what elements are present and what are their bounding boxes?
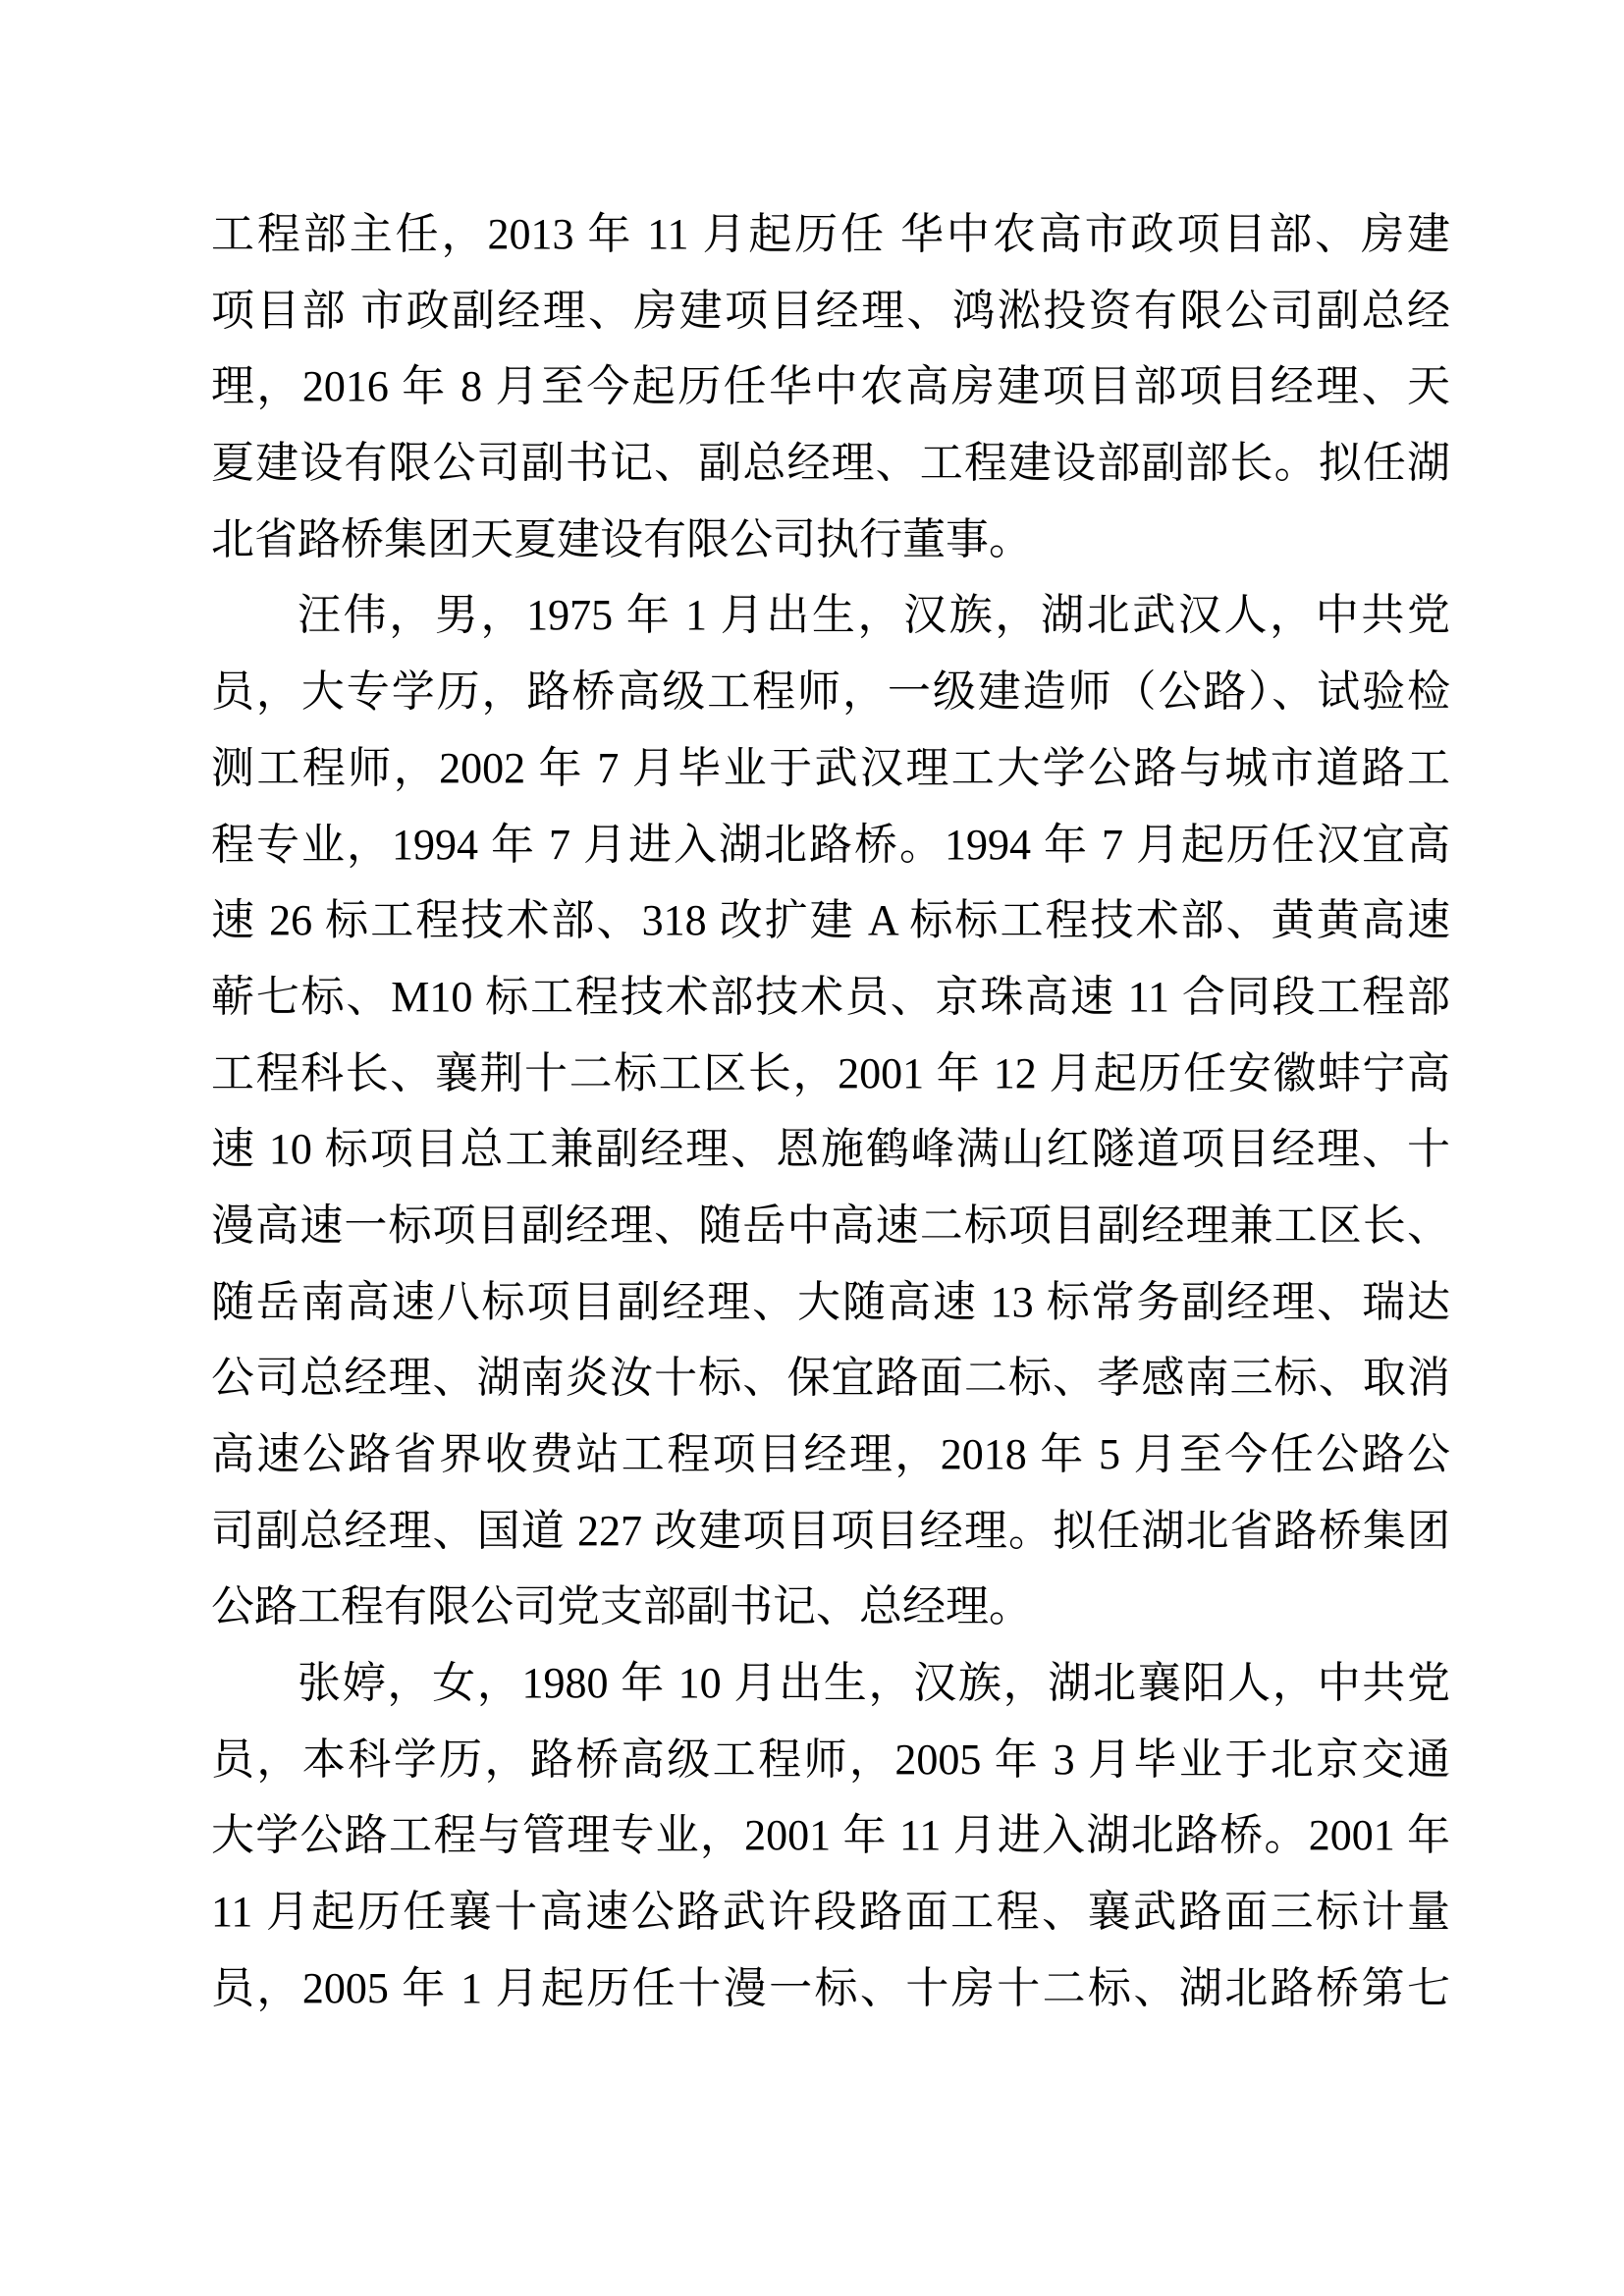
text-line: 工程部主任，2013 年 11 月起历任 华中农高市政项目部、房建 (211, 210, 1450, 258)
text-line: 理，2016 年 8 月至今起历任华中农高房建项目部项目经理、天 (211, 362, 1450, 411)
text-line: 11 月起历任襄十高速公路武许段路面工程、襄武路面三标计量 (211, 1888, 1450, 1937)
text-line: 员，大专学历，路桥高级工程师，一级建造师（公路）、试验检 (211, 667, 1450, 717)
text-line: 汪伟，男，1975 年 1 月出生，汉族，湖北武汉人，中共党 (298, 591, 1450, 640)
text-line: 北省路桥集团天夏建设有限公司执行董事。 (211, 514, 1032, 563)
text-line: 随岳南高速八标项目副经理、大随高速 13 标常务副经理、瑞达 (211, 1277, 1450, 1326)
text-line: 速 10 标项目总工兼副经理、恩施鹤峰满山红隧道项目经理、十 (211, 1125, 1450, 1174)
text-line: 测工程师，2002 年 7 月毕业于武汉理工大学公路与城市道路工 (211, 743, 1450, 792)
text-line: 员，本科学历，路桥高级工程师，2005 年 3 月毕业于北京交通 (211, 1735, 1450, 1784)
text-line: 大学公路工程与管理专业，2001 年 11 月进入湖北路桥。2001 年 (211, 1811, 1450, 1860)
text-line: 工程科长、襄荆十二标工区长，2001 年 12 月起历任安徽蚌宁高 (211, 1048, 1450, 1097)
text-line: 员，2005 年 1 月起历任十漫一标、十房十二标、湖北路桥第七 (211, 1963, 1450, 2012)
text-line: 公司总经理、湖南炎汝十标、保宜路面二标、孝感南三标、取消 (211, 1354, 1450, 1403)
text-line: 司副总经理、国道 227 改建项目项目经理。拟任湖北省路桥集团 (211, 1506, 1450, 1555)
text-line: 漫高速一标项目副经理、随岳中高速二标项目副经理兼工区长、 (211, 1201, 1450, 1250)
text-line: 蕲七标、M10 标工程技术部技术员、京珠高速 11 合同段工程部 (211, 972, 1450, 1021)
text-line: 高速公路省界收费站工程项目经理，2018 年 5 月至今任公路公 (211, 1430, 1450, 1478)
text-line: 项目部 市政副经理、房建项目经理、鸿淞投资有限公司副总经 (211, 286, 1450, 335)
text-line: 速 26 标工程技术部、318 改扩建 A 标标工程技术部、黄黄高速 (211, 896, 1450, 945)
document-body (211, 196, 1450, 2027)
text-line: 张婷，女，1980 年 10 月出生，汉族，湖北襄阳人，中共党 (298, 1659, 1450, 1708)
text-line: 程专业，1994 年 7 月进入湖北路桥。1994 年 7 月起历任汉宜高 (211, 820, 1450, 869)
text-line: 夏建设有限公司副书记、副总经理、工程建设部副部长。拟任湖 (211, 439, 1450, 488)
text-line: 公路工程有限公司党支部副书记、总经理。 (211, 1582, 1032, 1631)
